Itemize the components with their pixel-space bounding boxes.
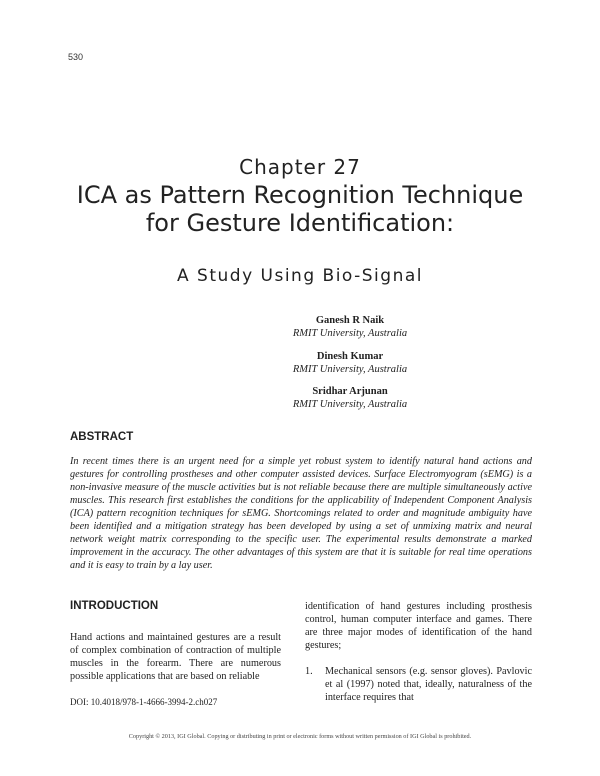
list-item-text: Mechanical sensors (e.g. sensor gloves). Pavlovic et al (1997) noted that, ideally, naturalness of the interface requires that bbox=[325, 666, 532, 703]
abstract-heading: ABSTRACT bbox=[70, 431, 134, 443]
author-affiliation: RMIT University, Australia bbox=[292, 399, 408, 410]
page-number: 530 bbox=[68, 52, 84, 62]
author-name: Sridhar Arjunan bbox=[312, 386, 388, 397]
list-item-number: 1. bbox=[305, 666, 313, 677]
introduction-heading: INTRODUCTION bbox=[70, 600, 159, 612]
author-block bbox=[150, 314, 550, 340]
abstract-text: In recent times there is an urgent need for a simple yet robust system to identify natural hand actions and gestures for controlling prostheses and other computer assisted devices. Surface Electromyogram (sEMG) is a non-invasive measure of the muscle activities but is not reliable because there are multiple simultaneously active muscles. This research first establishes the conditions for the applicability of Independent Component Analysis (ICA) pattern recognition techniques for sEMG. Shortcomings related to order and magnitude ambiguity have been identified and a mitigation strategy has been developed by using a set of unmixing matrix and neural network weight matrix corresponding to the specific user. The experimental results demonstrate a marked improvement in the accuracy. The other advantages of this system are that it is suitable for real time operations and it is easy to train by a lay user. bbox=[70, 456, 532, 571]
chapter-subtitle: A Study Using Bio-Signal bbox=[177, 266, 423, 286]
intro-right-paragraph: identification of hand gestures including prosthesis control, human computer interface and games. There are three major modes of identification of the hand gestures; bbox=[305, 601, 532, 651]
author-affiliation: RMIT University, Australia bbox=[292, 364, 408, 375]
author-block bbox=[150, 350, 550, 376]
author-block bbox=[150, 385, 550, 411]
doi-text: DOI: 10.4018/978-1-4666-3994-2.ch027 bbox=[70, 697, 218, 707]
author-name: Dinesh Kumar bbox=[316, 351, 384, 362]
author-name: Ganesh R Naik bbox=[315, 315, 385, 326]
copyright-notice: Copyright © 2013, IGI Global. Copying or distributing in print or electronic forms without written permission of IGI Global is prohibited. bbox=[128, 733, 472, 740]
author-affiliation: RMIT University, Australia bbox=[292, 328, 408, 339]
chapter-label: Chapter 27 bbox=[239, 155, 361, 179]
intro-right-column bbox=[305, 600, 532, 704]
intro-left-paragraph: Hand actions and maintained gestures are a result of complex combination of contraction of multiple muscles in the forearm. There are numerous possible applications that are based on reliable bbox=[70, 632, 281, 682]
chapter-title: ICA as Pattern Recognition Technique for Gesture Identification: bbox=[76, 181, 524, 237]
list-item bbox=[305, 665, 532, 704]
